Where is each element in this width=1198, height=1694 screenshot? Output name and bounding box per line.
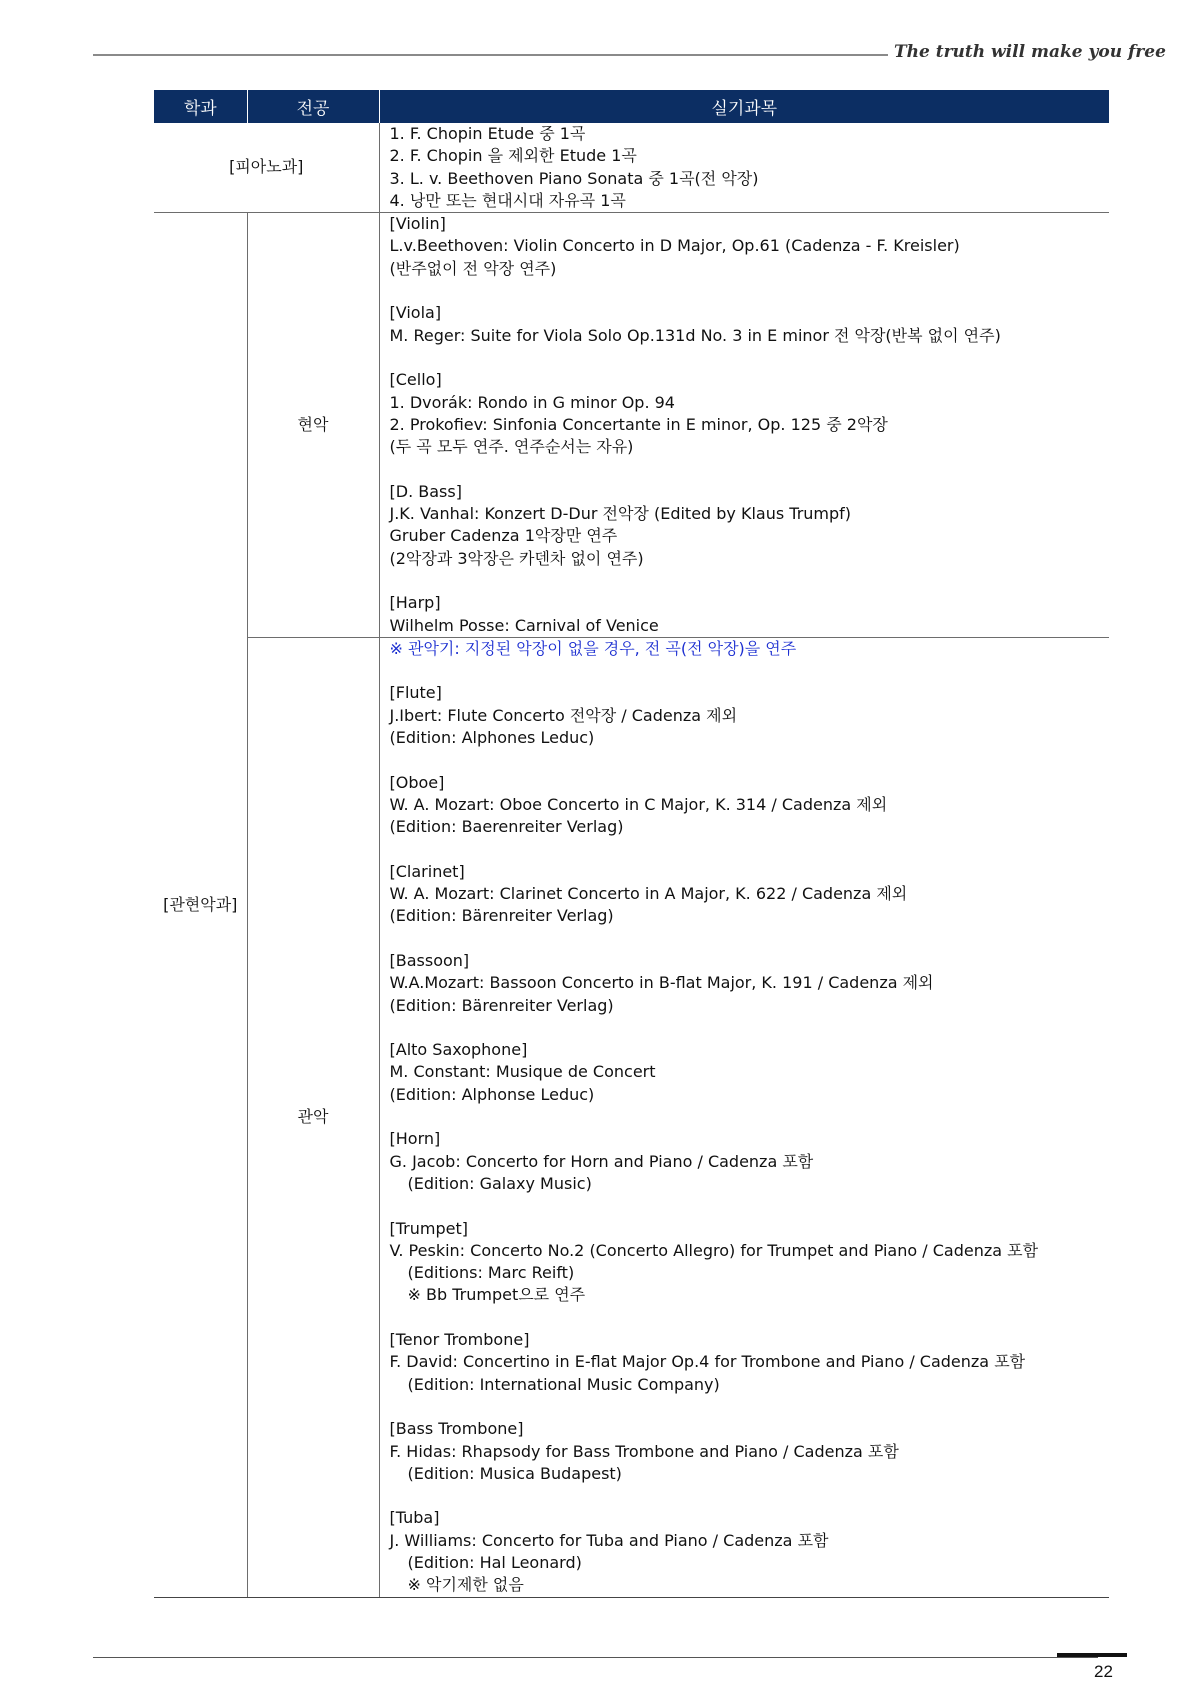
repertoire-line: Wilhelm Posse: Carnival of Venice xyxy=(389,615,659,635)
table-row-winds xyxy=(154,637,1109,1597)
column-header-dept: 학과 xyxy=(154,90,247,123)
repertoire-line: (Edition: Bärenreiter Verlag) xyxy=(389,995,614,1015)
spacer xyxy=(390,928,1110,950)
column-header-major: 전공 xyxy=(247,90,379,123)
page-number: 22 xyxy=(1094,1662,1113,1681)
column-header-courses: 실기과목 xyxy=(379,90,1109,123)
repertoire-line: W. A. Mozart: Clarinet Concerto in A Major, K. 622 / Cadenza 제외 xyxy=(389,884,908,904)
repertoire-line: J. Williams: Concerto for Tuba and Piano / Cadenza 포함 xyxy=(389,1530,829,1550)
winds-note: ※ 관악기: 지정된 악장이 없을 경우, 전 곡(전 악장)을 연주 xyxy=(389,638,797,658)
repertoire-line: W. A. Mozart: Oboe Concerto in C Major, K. 314 / Cadenza 제외 xyxy=(389,794,888,814)
spacer xyxy=(390,458,1110,480)
instrument-heading: [Cello] xyxy=(389,370,442,390)
spacer xyxy=(390,749,1110,771)
repertoire-line: 1. Dvorák: Rondo in G minor Op. 94 xyxy=(389,392,675,412)
repertoire-line: V. Peskin: Concerto No.2 (Concerto Allegro) for Trumpet and Piano / Cadenza 포함 xyxy=(389,1240,1039,1260)
repertoire-line: (2악장과 3악장은 카덴차 없이 연주) xyxy=(389,548,644,568)
instrument-heading: [Alto Saxophone] xyxy=(389,1040,528,1060)
curriculum-table xyxy=(154,90,1109,1598)
header-motto: The truth will make you free xyxy=(894,42,1166,62)
repertoire-line: ※ 악기제한 없음 xyxy=(407,1575,524,1595)
instrument-heading: [Bassoon] xyxy=(389,950,470,970)
table-header-row xyxy=(154,90,1109,123)
repertoire-line: W.A.Mozart: Bassoon Concerto in B-flat Major, K. 191 / Cadenza 제외 xyxy=(389,973,934,993)
spacer xyxy=(390,1017,1110,1039)
repertoire-line: L.v.Beethoven: Violin Concerto in D Major, Op.61 (Cadenza - F. Kreisler) xyxy=(389,236,960,256)
spacer xyxy=(390,839,1110,861)
instrument-heading: [Clarinet] xyxy=(389,861,465,881)
spacer xyxy=(390,280,1110,302)
spacer xyxy=(390,1485,1110,1507)
repertoire-line: (Edition: Galaxy Music) xyxy=(407,1173,592,1193)
repertoire-line: (Edition: Baerenreiter Verlag) xyxy=(389,817,624,837)
instrument-heading: [Harp] xyxy=(389,593,441,613)
repertoire-line: (Editions: Marc Reift) xyxy=(407,1263,575,1283)
dept-cell-piano: [피아노과] xyxy=(154,123,379,213)
instrument-heading: [Violin] xyxy=(389,214,446,234)
instrument-heading: [Flute] xyxy=(389,683,442,703)
repertoire-line: G. Jacob: Concerto for Horn and Piano / Cadenza 포함 xyxy=(389,1151,814,1171)
list-item: 4. 낭만 또는 현대시대 자유곡 1곡 xyxy=(389,190,626,210)
list-item: 3. L. v. Beethoven Piano Sonata 중 1곡(전 악장) xyxy=(389,168,759,188)
repertoire-line: (반주없이 전 악장 연주) xyxy=(389,258,557,278)
spacer xyxy=(390,1106,1110,1128)
repertoire-line: (두 곡 모두 연주. 연주순서는 자유) xyxy=(389,437,634,457)
spacer xyxy=(390,1307,1110,1329)
repertoire-line: (Edition: Alphones Leduc) xyxy=(389,728,595,748)
repertoire-line: J.Ibert: Flute Concerto 전악장 / Cadenza 제외 xyxy=(389,705,738,725)
major-cell-winds: 관악 xyxy=(247,637,379,1597)
courses-cell-piano xyxy=(379,123,1109,213)
repertoire-line: 2. Prokofiev: Sinfonia Concertante in E minor, Op. 125 중 2악장 xyxy=(389,414,888,434)
footer-tab xyxy=(1057,1653,1127,1657)
repertoire-line: F. David: Concertino in E-flat Major Op.4 for Trombone and Piano / Cadenza 포함 xyxy=(389,1352,1026,1372)
repertoire-line: (Edition: Musica Budapest) xyxy=(407,1463,622,1483)
repertoire-line: ※ Bb Trumpet으로 연주 xyxy=(407,1285,586,1305)
table-row-strings xyxy=(154,213,1109,638)
instrument-heading: [Tuba] xyxy=(389,1508,440,1528)
list-item: 2. F. Chopin 을 제외한 Etude 1곡 xyxy=(389,146,637,166)
repertoire-line: J.K. Vanhal: Konzert D-Dur 전악장 (Edited by Klaus Trumpf) xyxy=(389,504,852,524)
spacer xyxy=(390,570,1110,592)
repertoire-line: Gruber Cadenza 1악장만 연주 xyxy=(389,526,618,546)
instrument-heading: [Bass Trombone] xyxy=(389,1419,524,1439)
footer-rule xyxy=(93,1657,1098,1658)
dept-cell-orchestra: [관현악과] xyxy=(154,213,247,1597)
spacer xyxy=(390,347,1110,369)
instrument-heading: [D. Bass] xyxy=(389,481,462,501)
instrument-heading: [Tenor Trombone] xyxy=(389,1330,530,1350)
repertoire-line: (Edition: Alphonse Leduc) xyxy=(389,1084,595,1104)
repertoire-line: F. Hidas: Rhapsody for Bass Trombone and Piano / Cadenza 포함 xyxy=(389,1441,899,1461)
instrument-heading: [Trumpet] xyxy=(389,1218,468,1238)
repertoire-line: M. Constant: Musique de Concert xyxy=(389,1062,656,1082)
repertoire-line: (Edition: International Music Company) xyxy=(407,1374,720,1394)
header-rule xyxy=(93,54,888,56)
repertoire-line: (Edition: Bärenreiter Verlag) xyxy=(389,906,614,926)
spacer xyxy=(390,1396,1110,1418)
instrument-heading: [Oboe] xyxy=(389,772,445,792)
instrument-heading: [Horn] xyxy=(389,1129,441,1149)
instrument-heading: [Viola] xyxy=(389,303,442,323)
spacer xyxy=(390,1195,1110,1217)
major-cell-strings: 현악 xyxy=(247,213,379,638)
courses-cell-winds xyxy=(379,637,1109,1597)
repertoire-line: M. Reger: Suite for Viola Solo Op.131d No. 3 in E minor 전 악장(반복 없이 연주) xyxy=(389,325,1001,345)
list-item: 1. F. Chopin Etude 중 1곡 xyxy=(389,124,586,143)
courses-cell-strings xyxy=(379,213,1109,638)
table-row-piano xyxy=(154,123,1109,213)
repertoire-line: (Edition: Hal Leonard) xyxy=(407,1553,582,1572)
spacer xyxy=(390,660,1110,682)
